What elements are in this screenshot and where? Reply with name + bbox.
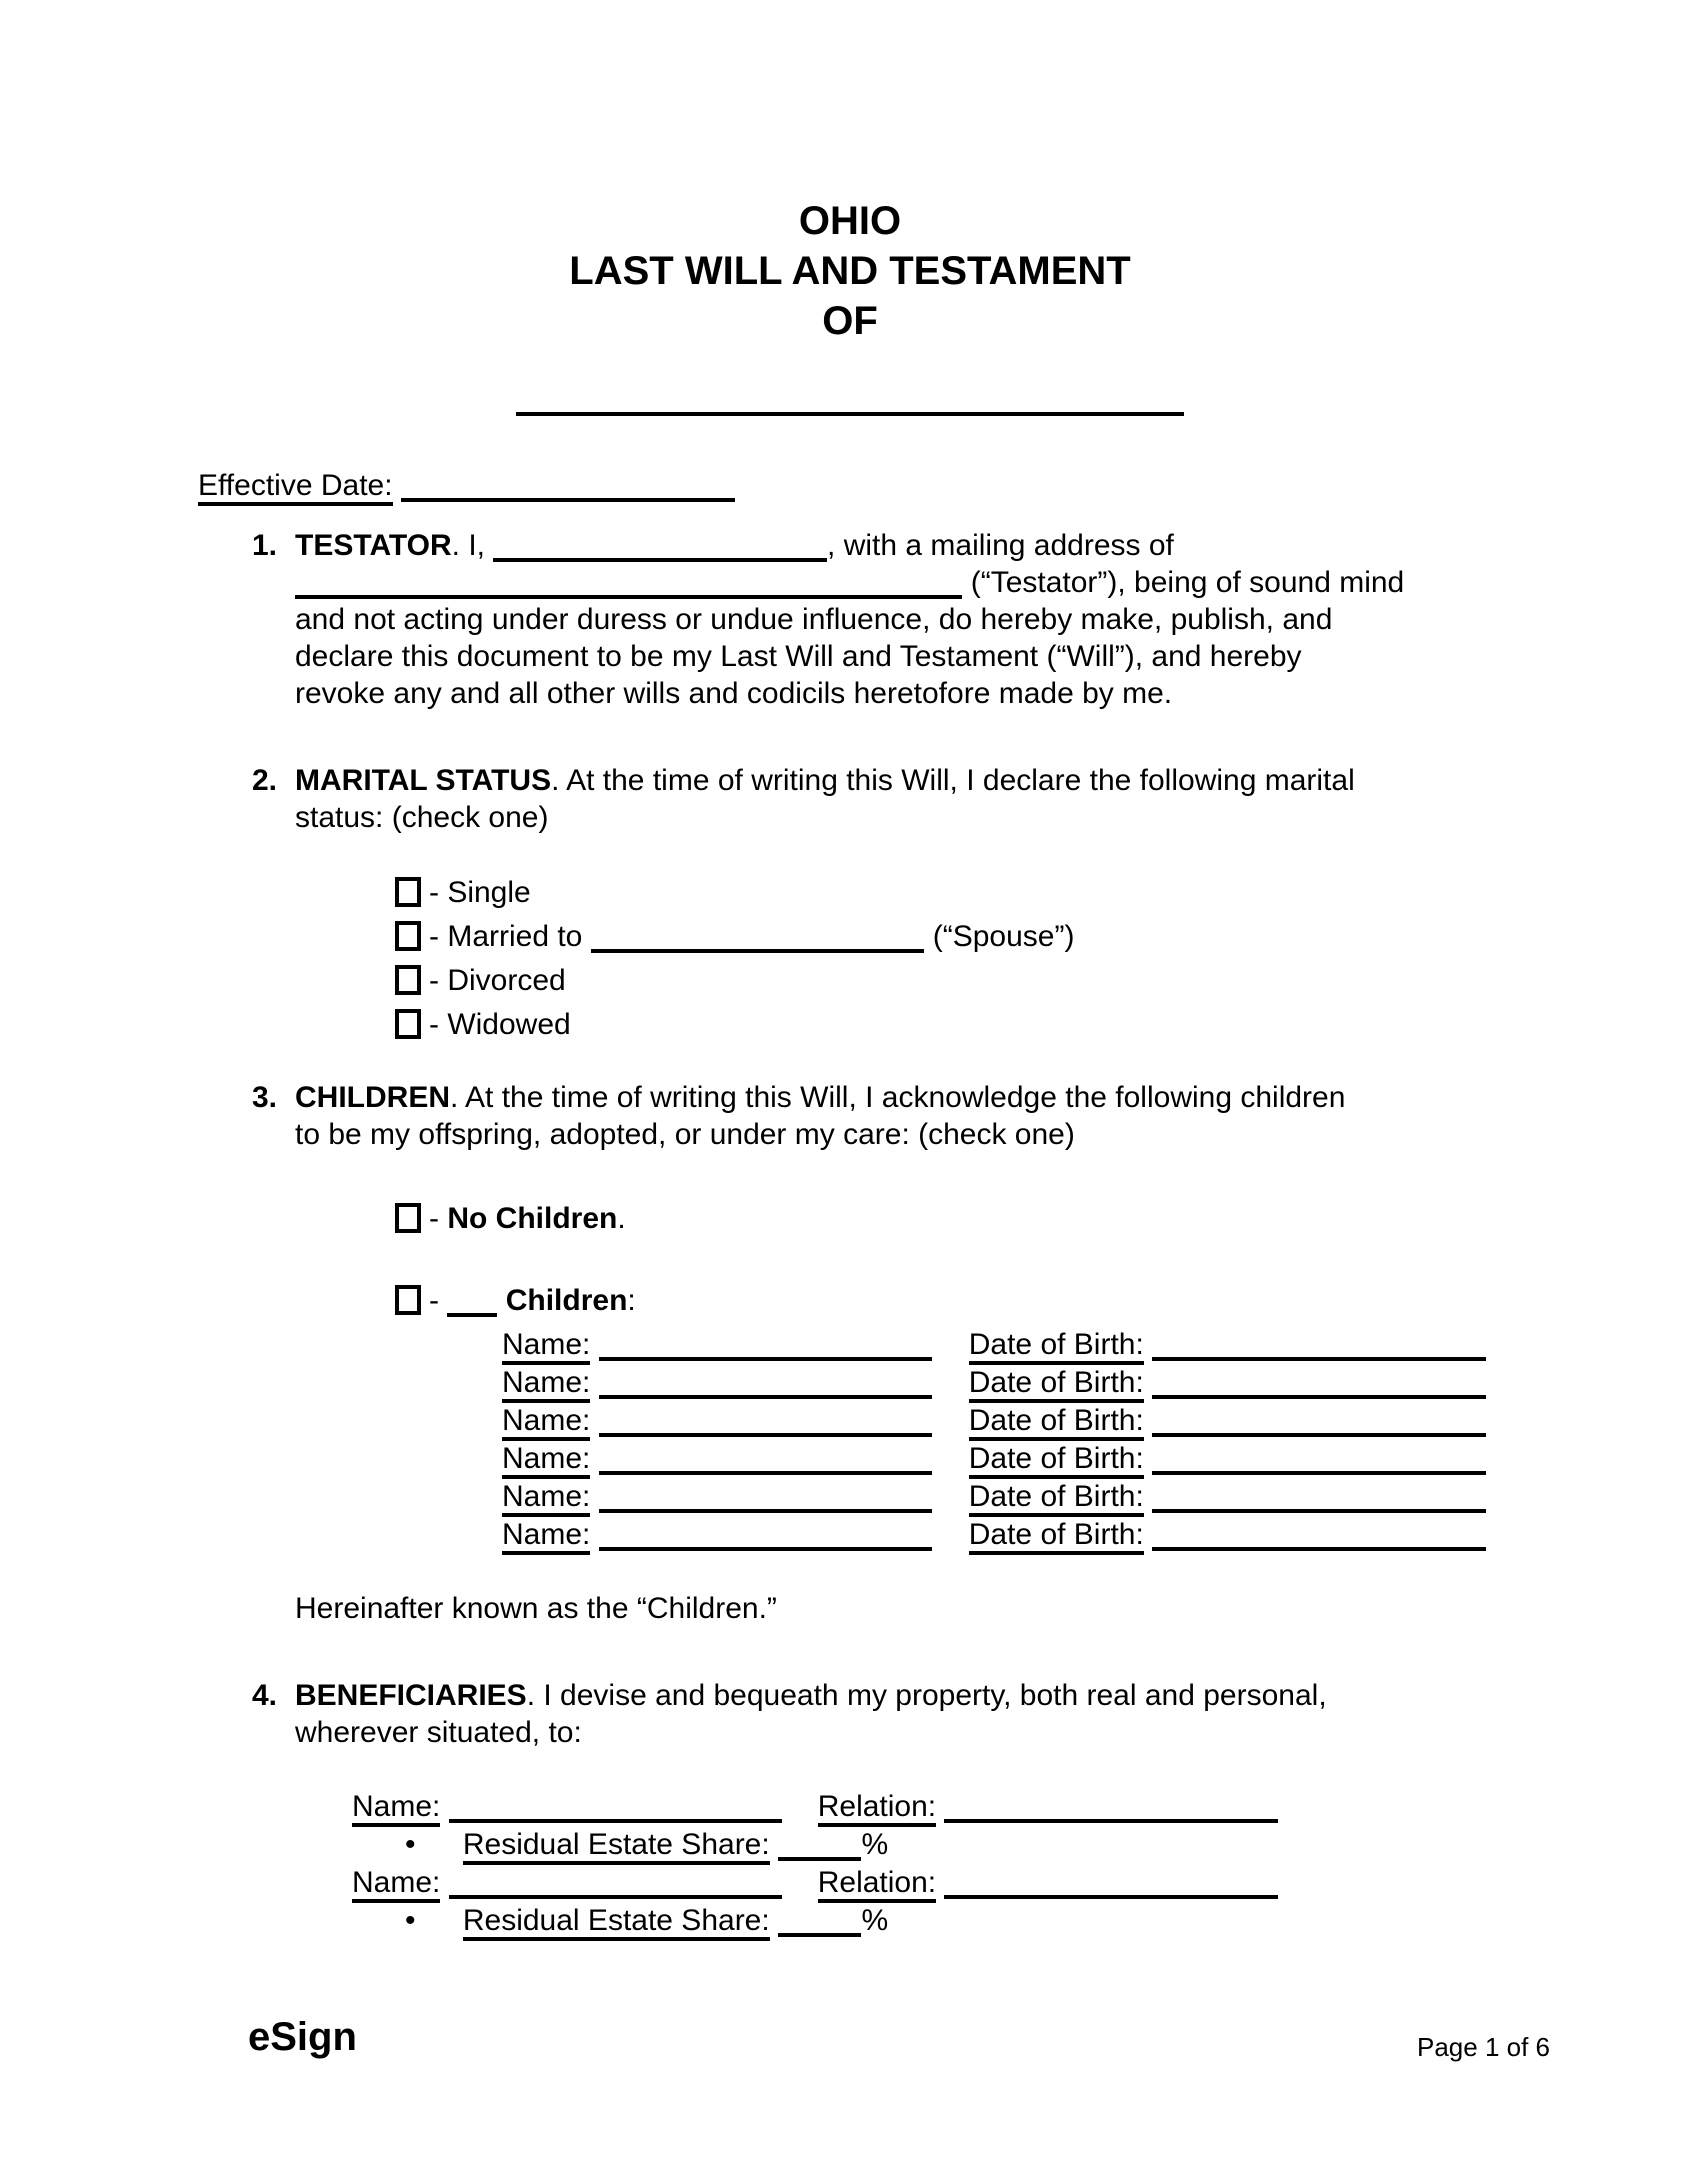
child-name-label: Name: bbox=[502, 1518, 590, 1555]
effective-date-field bbox=[401, 469, 735, 502]
testator-name-blank bbox=[516, 383, 1183, 416]
child-dob-label: Date of Birth: bbox=[969, 1518, 1144, 1555]
child-name-label: Name: bbox=[502, 1328, 590, 1365]
child-dob-label: Date of Birth: bbox=[969, 1442, 1144, 1479]
section-testator bbox=[252, 527, 1500, 712]
residual-share-field: % bbox=[778, 1828, 888, 1861]
child-dob-label: Date of Birth: bbox=[969, 1328, 1144, 1365]
child-name-field bbox=[599, 1328, 933, 1361]
child-name-field bbox=[599, 1480, 933, 1513]
effective-date-label: Effective Date: bbox=[198, 469, 393, 506]
blank-line[interactable] bbox=[778, 1829, 861, 1862]
beneficiary-relation-field bbox=[944, 1866, 1278, 1899]
blank-line[interactable] bbox=[599, 1329, 933, 1362]
marital-option-married bbox=[395, 914, 1074, 958]
residual-share-row bbox=[352, 1826, 1278, 1864]
checkbox-no-children[interactable] bbox=[395, 1203, 421, 1233]
beneficiary-name-field bbox=[449, 1866, 783, 1899]
child-name-field bbox=[599, 1366, 933, 1399]
document-title bbox=[0, 196, 1700, 346]
section-heading: CHILDREN bbox=[295, 1081, 450, 1114]
beneficiary-name-label: Name: bbox=[352, 1790, 440, 1827]
children-table-row bbox=[502, 1478, 1486, 1516]
blank-line[interactable] bbox=[401, 470, 735, 503]
beneficiary-entry bbox=[352, 1864, 1278, 1940]
blank-line[interactable] bbox=[591, 920, 925, 953]
section-heading: BENEFICIARIES bbox=[295, 1679, 527, 1712]
paragraph-line: to be my offspring, adopted, or under my care: (check one) bbox=[295, 1118, 1075, 1151]
child-dob-label: Date of Birth: bbox=[969, 1480, 1144, 1517]
blank-line[interactable] bbox=[944, 1791, 1278, 1824]
child-dob-field bbox=[1152, 1328, 1486, 1361]
child-name-field bbox=[599, 1404, 933, 1437]
child-dob-field bbox=[1152, 1442, 1486, 1475]
option-label: - Married to (“Spouse”) bbox=[429, 919, 1075, 953]
children-table-row bbox=[502, 1364, 1486, 1402]
child-dob-field bbox=[1152, 1518, 1486, 1551]
child-dob-field bbox=[1152, 1366, 1486, 1399]
paragraph-text: . I, , with a mailing address of bbox=[451, 529, 1174, 562]
blank-line[interactable] bbox=[516, 384, 1183, 417]
section-number: 1. bbox=[252, 529, 278, 562]
no-children-option bbox=[395, 1196, 626, 1240]
paragraph-line bbox=[295, 762, 1500, 799]
title-of: OF bbox=[822, 299, 878, 343]
child-dob-label: Date of Birth: bbox=[969, 1404, 1144, 1441]
blank-line[interactable] bbox=[1152, 1367, 1486, 1400]
blank-line[interactable] bbox=[944, 1867, 1278, 1900]
paragraph-line bbox=[295, 1677, 1500, 1714]
blank-line[interactable] bbox=[599, 1481, 933, 1514]
marital-option-divorced bbox=[395, 958, 1074, 1002]
beneficiary-name-relation-row bbox=[352, 1864, 1278, 1902]
marital-option-single bbox=[395, 870, 1074, 914]
child-dob-label: Date of Birth: bbox=[969, 1366, 1144, 1403]
beneficiary-name-field bbox=[449, 1790, 783, 1823]
residual-share-label: Residual Estate Share: bbox=[463, 1904, 770, 1941]
children-table-row bbox=[502, 1402, 1486, 1440]
blank-line[interactable] bbox=[295, 567, 962, 600]
section-beneficiaries bbox=[252, 1677, 1500, 1751]
blank-line[interactable] bbox=[449, 1791, 783, 1824]
checkbox-divorced[interactable] bbox=[395, 965, 421, 995]
blank-line[interactable] bbox=[449, 1867, 783, 1900]
residual-share-field: % bbox=[778, 1904, 888, 1937]
section-heading: TESTATOR bbox=[295, 529, 452, 562]
checkbox-single[interactable] bbox=[395, 877, 421, 907]
effective-date-row bbox=[198, 467, 735, 504]
beneficiary-relation-label: Relation: bbox=[818, 1866, 936, 1903]
beneficiary-name-label: Name: bbox=[352, 1866, 440, 1903]
blank-line[interactable] bbox=[1152, 1329, 1486, 1362]
child-name-field bbox=[599, 1442, 933, 1475]
hereinafter-note: Hereinafter known as the “Children.” bbox=[295, 1592, 777, 1625]
beneficiary-list bbox=[352, 1788, 1278, 1940]
blank-line[interactable] bbox=[1152, 1443, 1486, 1476]
blank-line[interactable] bbox=[1152, 1519, 1486, 1552]
child-name-field bbox=[599, 1518, 933, 1551]
residual-share-label: Residual Estate Share: bbox=[463, 1828, 770, 1865]
option-label: - No Children. bbox=[429, 1201, 626, 1235]
title-state: OHIO bbox=[798, 199, 902, 243]
blank-line[interactable] bbox=[778, 1905, 861, 1938]
marital-options bbox=[395, 870, 1074, 1046]
marital-option-widowed bbox=[395, 1002, 1074, 1046]
beneficiary-relation-field bbox=[944, 1790, 1278, 1823]
section-number: 3. bbox=[252, 1081, 278, 1114]
paragraph-line bbox=[295, 527, 1500, 564]
beneficiary-entry bbox=[352, 1788, 1278, 1864]
paragraph-text: . I devise and bequeath my property, both real and personal, bbox=[526, 1679, 1327, 1712]
option-label: - Widowed bbox=[429, 1007, 571, 1041]
blank-line[interactable] bbox=[599, 1405, 933, 1438]
children-table-row bbox=[502, 1440, 1486, 1478]
option-label: - Divorced bbox=[429, 963, 566, 997]
blank-line[interactable] bbox=[1152, 1481, 1486, 1514]
paragraph-text: . At the time of writing this Will, I declare the following marital bbox=[551, 764, 1355, 797]
page-number: Page 1 of 6 bbox=[1417, 2032, 1550, 2062]
beneficiary-relation-label: Relation: bbox=[818, 1790, 936, 1827]
option-label: - Single bbox=[429, 875, 531, 909]
esign-logo: eSign bbox=[248, 2015, 357, 2059]
child-name-label: Name: bbox=[502, 1442, 590, 1479]
section-children bbox=[252, 1079, 1500, 1153]
bullet-icon: • bbox=[405, 1904, 416, 1937]
paragraph-line: status: (check one) bbox=[295, 801, 549, 834]
paragraph-line: revoke any and all other wills and codicils heretofore made by me. bbox=[295, 677, 1173, 710]
checkbox-married[interactable] bbox=[395, 921, 421, 951]
child-name-label: Name: bbox=[502, 1404, 590, 1441]
paragraph-line: and not acting under duress or undue influence, do hereby make, publish, and bbox=[295, 603, 1333, 636]
option-label: - Children: bbox=[429, 1283, 636, 1317]
section-number: 2. bbox=[252, 764, 278, 797]
checkbox-widowed[interactable] bbox=[395, 1009, 421, 1039]
testator-name-line bbox=[0, 381, 1700, 418]
paragraph-line: (“Testator”), being of sound mind bbox=[295, 564, 1500, 601]
paragraph-text: . At the time of writing this Will, I acknowledge the following children bbox=[450, 1081, 1346, 1114]
children-table bbox=[502, 1326, 1486, 1554]
blank-line[interactable] bbox=[599, 1367, 933, 1400]
section-marital-status bbox=[252, 762, 1500, 836]
bullet-icon: • bbox=[405, 1828, 416, 1861]
paragraph-line: declare this document to be my Last Will and Testament (“Will”), and hereby bbox=[295, 640, 1302, 673]
child-dob-field bbox=[1152, 1480, 1486, 1513]
child-dob-field bbox=[1152, 1404, 1486, 1437]
child-name-label: Name: bbox=[502, 1366, 590, 1403]
section-heading: MARITAL STATUS bbox=[295, 764, 552, 797]
paragraph-line: wherever situated, to: bbox=[295, 1716, 582, 1749]
blank-line[interactable] bbox=[599, 1443, 933, 1476]
blank-line[interactable] bbox=[1152, 1405, 1486, 1438]
checkbox-count-children[interactable] bbox=[395, 1285, 421, 1315]
residual-share-row bbox=[352, 1902, 1278, 1940]
title-main: LAST WILL AND TESTAMENT bbox=[569, 249, 1131, 293]
blank-line[interactable] bbox=[599, 1519, 933, 1552]
paragraph-line bbox=[295, 1079, 1500, 1116]
blank-line[interactable] bbox=[447, 1284, 497, 1317]
children-table-row bbox=[502, 1326, 1486, 1364]
section-number: 4. bbox=[252, 1679, 278, 1712]
beneficiary-name-relation-row bbox=[352, 1788, 1278, 1826]
children-table-row bbox=[502, 1516, 1486, 1554]
child-name-label: Name: bbox=[502, 1480, 590, 1517]
blank-line[interactable] bbox=[493, 530, 827, 563]
count-children-option bbox=[395, 1278, 636, 1322]
